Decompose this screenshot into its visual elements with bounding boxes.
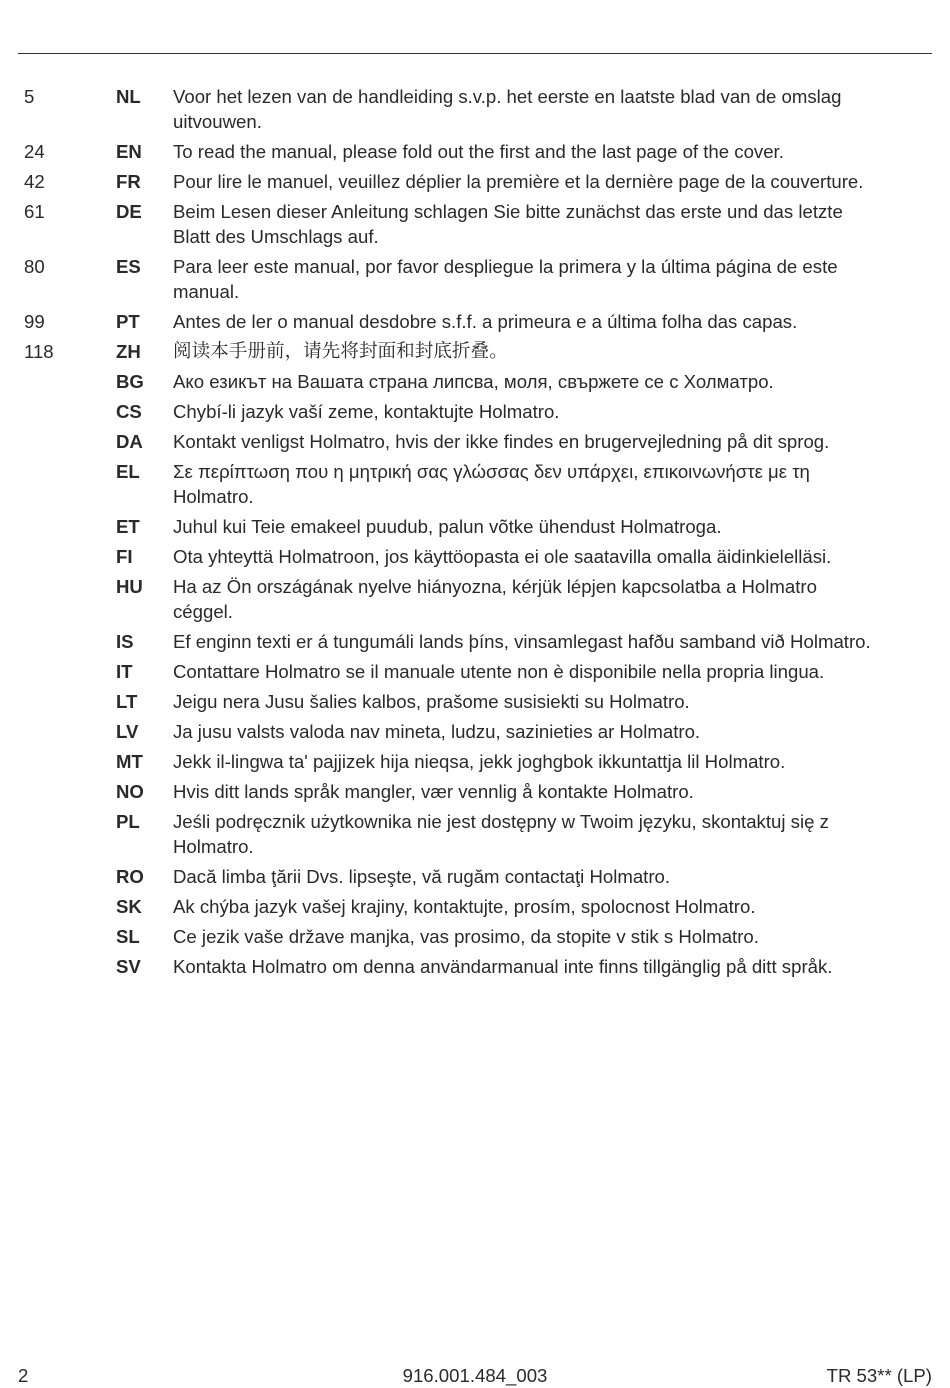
- language-code: NL: [116, 86, 141, 107]
- language-code: ET: [116, 516, 140, 537]
- language-text: Hvis ditt lands språk mangler, vær vennlig å kontakte Holmatro.: [173, 781, 694, 802]
- language-code: LT: [116, 691, 138, 712]
- language-text: Kontakt venligst Holmatro, hvis der ikke findes en brugervejledning på dit sprog.: [173, 431, 830, 452]
- language-row: [24, 169, 934, 194]
- language-code: NO: [116, 781, 144, 802]
- language-text: Ce jezik vaše države manjka, vas prosimo, da stopite v stik s Holmatro.: [173, 926, 759, 947]
- language-text: Dacă limba ţării Dvs. lipseşte, vă rugăm contactaţi Holmatro.: [173, 866, 671, 887]
- top-rule: [18, 53, 932, 54]
- language-row: [24, 629, 934, 654]
- language-code: PL: [116, 811, 140, 832]
- page-number: 24: [24, 141, 45, 162]
- language-code: ZH: [116, 341, 141, 362]
- language-text: Contattare Holmatro se il manuale utente non è disponibile nella propria lingua.: [173, 661, 825, 682]
- language-code: DA: [116, 431, 143, 452]
- page-number: 80: [24, 256, 45, 277]
- language-code: SV: [116, 956, 141, 977]
- page-number: 5: [24, 86, 35, 107]
- language-code: MT: [116, 751, 143, 772]
- language-row: [24, 459, 934, 509]
- language-text: Beim Lesen dieser Anleitung schlagen Sie bitte zunächst das erste und das letzte Blatt des Umschlags auf.: [173, 201, 843, 247]
- language-list: [24, 84, 934, 984]
- page-footer: [18, 1364, 932, 1388]
- language-text: 阅读本手册前，请先将封面和封底折叠。: [173, 341, 508, 362]
- language-row: [24, 199, 934, 249]
- language-row: [24, 779, 934, 804]
- language-code: HU: [116, 576, 143, 597]
- language-code: RO: [116, 866, 144, 887]
- language-text: Kontakta Holmatro om denna användarmanual inte finns tillgänglig på ditt språk.: [173, 956, 833, 977]
- language-code: EL: [116, 461, 140, 482]
- page-number: 118: [24, 341, 54, 362]
- language-code: FR: [116, 171, 141, 192]
- language-row: [24, 809, 934, 859]
- language-row: [24, 544, 934, 569]
- language-row: [24, 659, 934, 684]
- language-row: [24, 429, 934, 454]
- language-code: ES: [116, 256, 141, 277]
- language-row: [24, 399, 934, 424]
- language-row: [24, 309, 934, 334]
- language-text: Ef enginn texti er á tungumáli lands þíns, vinsamlegast hafðu samband við Holmatro.: [173, 631, 871, 652]
- language-text: Juhul kui Teie emakeel puudub, palun võtke ühendust Holmatroga.: [173, 516, 722, 537]
- language-row: [24, 749, 934, 774]
- language-text: Ak chýba jazyk vašej krajiny, kontaktujte, prosím, spolocnost Holmatro.: [173, 896, 756, 917]
- language-text: Ota yhteyttä Holmatroon, jos käyttöopasta ei ole saatavilla omalla äidinkielelläsi.: [173, 546, 832, 567]
- language-code: LV: [116, 721, 139, 742]
- language-row: [24, 574, 934, 624]
- language-row: [24, 864, 934, 889]
- language-row: [24, 514, 934, 539]
- language-code: CS: [116, 401, 142, 422]
- language-row: [24, 369, 934, 394]
- footer-document-number: 916.001.484_003: [402, 1365, 548, 1386]
- language-row: [24, 894, 934, 919]
- language-code: EN: [116, 141, 142, 162]
- footer-page-number: 2: [18, 1365, 29, 1386]
- page-number: 61: [24, 201, 45, 222]
- language-row: [24, 254, 934, 304]
- language-text: Voor het lezen van de handleiding s.v.p. het eerste en laatste blad van de omslag uitvouwen.: [173, 86, 842, 132]
- page-number: 99: [24, 311, 45, 332]
- language-text: Jeigu nera Jusu šalies kalbos, prašome susisiekti su Holmatro.: [173, 691, 690, 712]
- language-text: Chybí-li jazyk vaší zeme, kontaktujte Holmatro.: [173, 401, 560, 422]
- language-text: Σε περίπτωση που η μητρική σας γλώσσας δεν υπάρχει, επικοινωνήστε με τη Holmatro.: [173, 461, 810, 507]
- language-code: SL: [116, 926, 140, 947]
- language-row: [24, 139, 934, 164]
- language-row: [24, 719, 934, 744]
- language-text: Ha az Ön országának nyelve hiányozna, kérjük lépjen kapcsolatba a Holmatro céggel.: [173, 576, 817, 622]
- language-text: Ja jusu valsts valoda nav mineta, ludzu, sazinieties ar Holmatro.: [173, 721, 701, 742]
- language-text: Antes de ler o manual desdobre s.f.f. a primeura e a última folha das capas.: [173, 311, 798, 332]
- language-text: Para leer este manual, por favor despliegue la primera y la última página de este manual.: [173, 256, 838, 302]
- language-code: SK: [116, 896, 142, 917]
- language-code: DE: [116, 201, 142, 222]
- language-code: IT: [116, 661, 133, 682]
- language-text: Jeśli podręcznik użytkownika nie jest dostępny w Twoim języku, skontaktuj się z Holmatro.: [173, 811, 829, 857]
- language-code: IS: [116, 631, 134, 652]
- page-number: 42: [24, 171, 45, 192]
- language-row: [24, 954, 934, 979]
- language-code: FI: [116, 546, 133, 567]
- language-text: To read the manual, please fold out the first and the last page of the cover.: [173, 141, 784, 162]
- language-text: Jekk il-lingwa ta' pajjizek hija nieqsa, jekk joghgbok ikkuntattja lil Holmatro.: [173, 751, 786, 772]
- language-code: PT: [116, 311, 140, 332]
- language-text: Pour lire le manuel, veuillez déplier la première et la dernière page de la couverture.: [173, 171, 864, 192]
- language-row: [24, 924, 934, 949]
- language-row: [24, 689, 934, 714]
- language-code: BG: [116, 371, 144, 392]
- language-row: [24, 84, 934, 134]
- language-row: [24, 339, 934, 364]
- footer-product: TR 53** (LP): [826, 1365, 932, 1386]
- language-text: Ако езикът на Вашата страна липсва, моля, свържете се с Холматро.: [173, 371, 774, 392]
